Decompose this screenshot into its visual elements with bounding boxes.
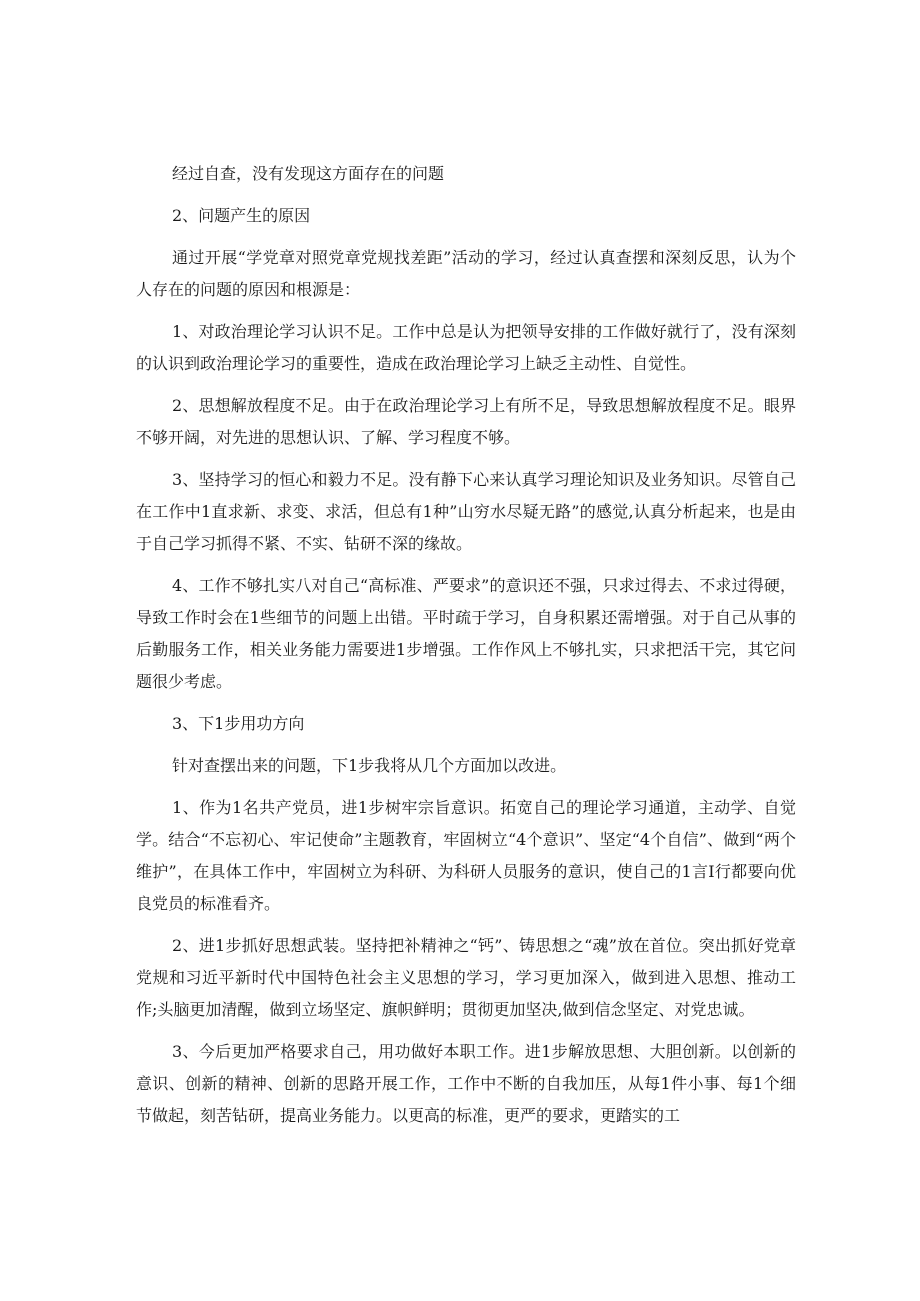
heading-causes: 2、问题产生的原因	[172, 206, 311, 225]
paragraph-cause-3: 3、坚持学习的恒心和毅力不足。没有静下心来认真学习理论知识及业务知识。尽管自己在工作中1直求新、求变、求活，但总有1种”山穷水尽疑无路”的感觉,认真分析起来，也是由于自己学习抓得不紧、不实、钻研不深的缘故。	[136, 470, 796, 553]
document-body	[136, 158, 796, 1142]
paragraph-next-steps-intro: 针对查摆出来的问题，下1步我将从几个方面加以改进。	[172, 756, 567, 775]
paragraph-causes-intro: 通过开展“学党章对照党章党规找差距”活动的学习，经过认真查摆和深刻反思，认为个人存在的问题的原因和根源是：	[136, 248, 796, 299]
paragraph-step-3: 3、今后更加严格要求自己，用功做好本职工作。进1步解放思想、大胆创新。以创新的意识、创新的精神、创新的思路开展工作，工作中不断的自我加压，从每1件小事、每1个细节做起，刻苦钻研，提高业务能力。以更高的标准，更严的要求，更踏实的工	[136, 1042, 796, 1125]
heading-next-steps: 3、下1步用功方向	[172, 714, 305, 733]
paragraph-cause-1: 1、对政治理论学习认识不足。工作中总是认为把领导安排的工作做好就行了，没有深刻的认识到政治理论学习的重要性，造成在政治理论学习上缺乏主动性、自觉性。	[136, 322, 796, 373]
paragraph-step-2: 2、进1步抓好思想武装。坚持把补精神之“钙”、铸思想之“魂”放在首位。突出抓好党章党规和习近平新时代中国特色社会主义思想的学习，学习更加深入，做到进入思想、推动工作;头脑更加清醒，做到立场坚定、旗帜鲜明；贯彻更加坚决,做到信念坚定、对党忠诚。	[136, 936, 796, 1019]
paragraph-cause-2: 2、思想解放程度不足。由于在政治理论学习上有所不足，导致思想解放程度不足。眼界不够开阔，对先进的思想认识、了解、学习程度不够。	[136, 396, 796, 447]
paragraph-step-1: 1、作为1名共产党员，进1步树牢宗旨意识。拓宽自己的理论学习通道，主动学、自觉学。结合“不忘初心、牢记使命”主题教育，牢固树立“4个意识”、坚定“4个自信”、做到“两个维护”，在具体工作中，牢固树立为科研、为科研人员服务的意识，使自己的1言Ⅰ行都要向优良党员的标准看齐。	[136, 798, 796, 913]
paragraph-cause-4: 4、工作不够扎实八对自己“高标准、严要求”的意识还不强，只求过得去、不求过得硬，导致工作时会在1些细节的问题上出错。平时疏于学习，自身积累还需增强。对于自己从事的后勤服务工作，相关业务能力需要进1步增强。工作作风上不够扎实，只求把活干完，其它问题很少考虑。	[136, 576, 796, 691]
paragraph-self-check: 经过自查，没有发现这方面存在的问题	[172, 164, 445, 183]
